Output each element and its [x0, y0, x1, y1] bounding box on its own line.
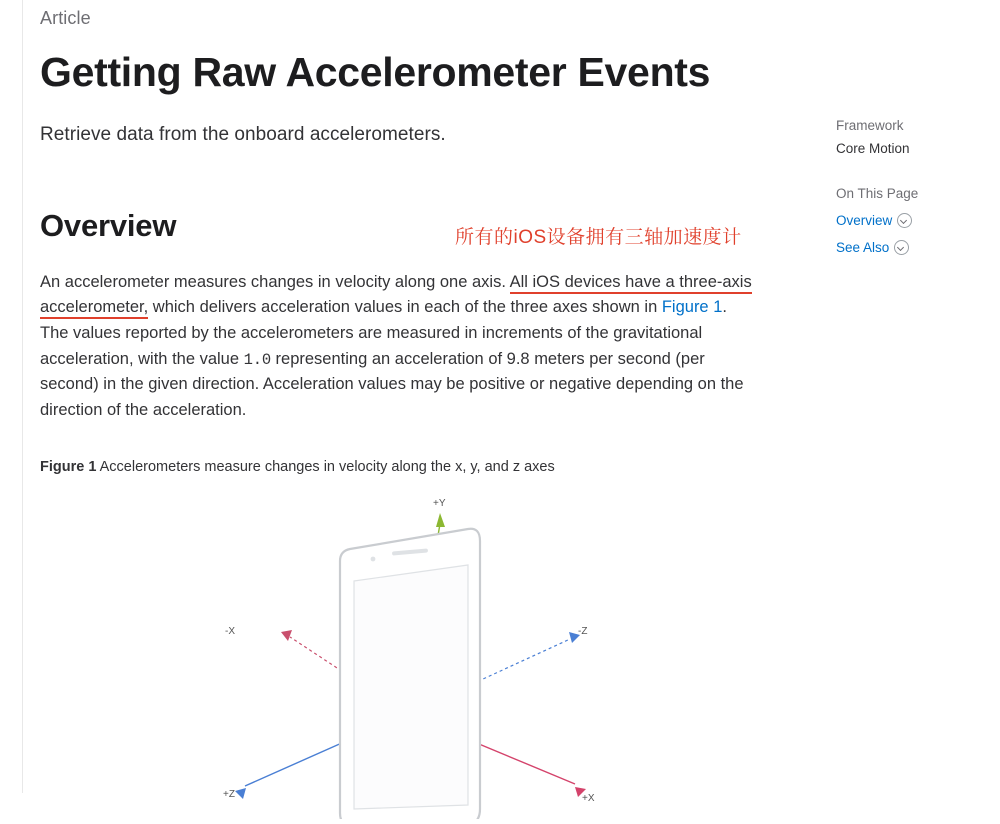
- axis-label-minus-z: -Z: [578, 626, 588, 638]
- iphone-illustration: [340, 529, 480, 819]
- article-eyebrow: Article: [40, 8, 91, 28]
- framework-label: Framework: [836, 118, 904, 133]
- axis-label-plus-z: +Z: [223, 789, 235, 801]
- on-this-page-label: On This Page: [836, 186, 919, 201]
- sidebar-link-overview[interactable]: [836, 213, 986, 228]
- paragraph-text-4: representing an acceleration of 9.8 meters per second (per second) in the given direction. Acceleration values may be positive or negative depending on the direction of the acceleration.: [40, 349, 744, 419]
- chevron-down-icon[interactable]: [894, 240, 909, 255]
- iphone-screen: [354, 565, 468, 809]
- paragraph-text-1: An accelerometer measures changes in velocity along one axis.: [40, 272, 510, 291]
- sidebar-link-overview-label: Overview: [836, 213, 893, 228]
- y-axis-arrow: [436, 513, 445, 527]
- figure-label: Figure 1: [40, 459, 97, 476]
- article-subtitle: Retrieve data from the onboard accelerometers.: [40, 124, 446, 146]
- chevron-down-icon[interactable]: [897, 213, 912, 228]
- figure-1-diagram: [40, 489, 756, 819]
- figure-caption-text: Accelerometers measure changes in velocity along the x, y, and z axes: [99, 459, 555, 476]
- z-positive-arrow: [235, 788, 246, 799]
- axis-label-plus-y: +Y: [433, 498, 446, 510]
- section-title-overview: Overview: [40, 208, 177, 244]
- axes-diagram-svg: [40, 489, 756, 819]
- chinese-annotation: 所有的iOS设备拥有三轴加速度计: [455, 227, 742, 248]
- paragraph-text-2: which delivers acceleration values in each of the three axes shown in: [148, 298, 662, 317]
- overview-paragraph: [40, 270, 756, 423]
- right-sidebar: [836, 118, 986, 267]
- axis-label-plus-x: +X: [582, 793, 595, 805]
- page-title: Getting Raw Accelerometer Events: [40, 49, 711, 95]
- iphone-camera: [371, 557, 376, 562]
- framework-value: Core Motion: [836, 141, 910, 156]
- axis-label-minus-x: -X: [225, 626, 235, 638]
- article-content: [40, 0, 770, 819]
- figure-1-link[interactable]: Figure 1: [661, 298, 723, 317]
- x-negative-arrow: [281, 630, 292, 641]
- figure-caption: [40, 459, 770, 475]
- left-margin-rule: [22, 0, 23, 793]
- highlighted-sentence: All iOS devices have a three-axis accelerometer,: [40, 273, 752, 320]
- sidebar-link-see-also[interactable]: [836, 240, 986, 255]
- paragraph-text-3: . The values reported by the accelerometers are measured in increments of the gravitational acceleration, with the value: [40, 298, 727, 368]
- code-value-one: 1.0: [243, 350, 271, 369]
- sidebar-link-see-also-label: See Also: [836, 240, 890, 255]
